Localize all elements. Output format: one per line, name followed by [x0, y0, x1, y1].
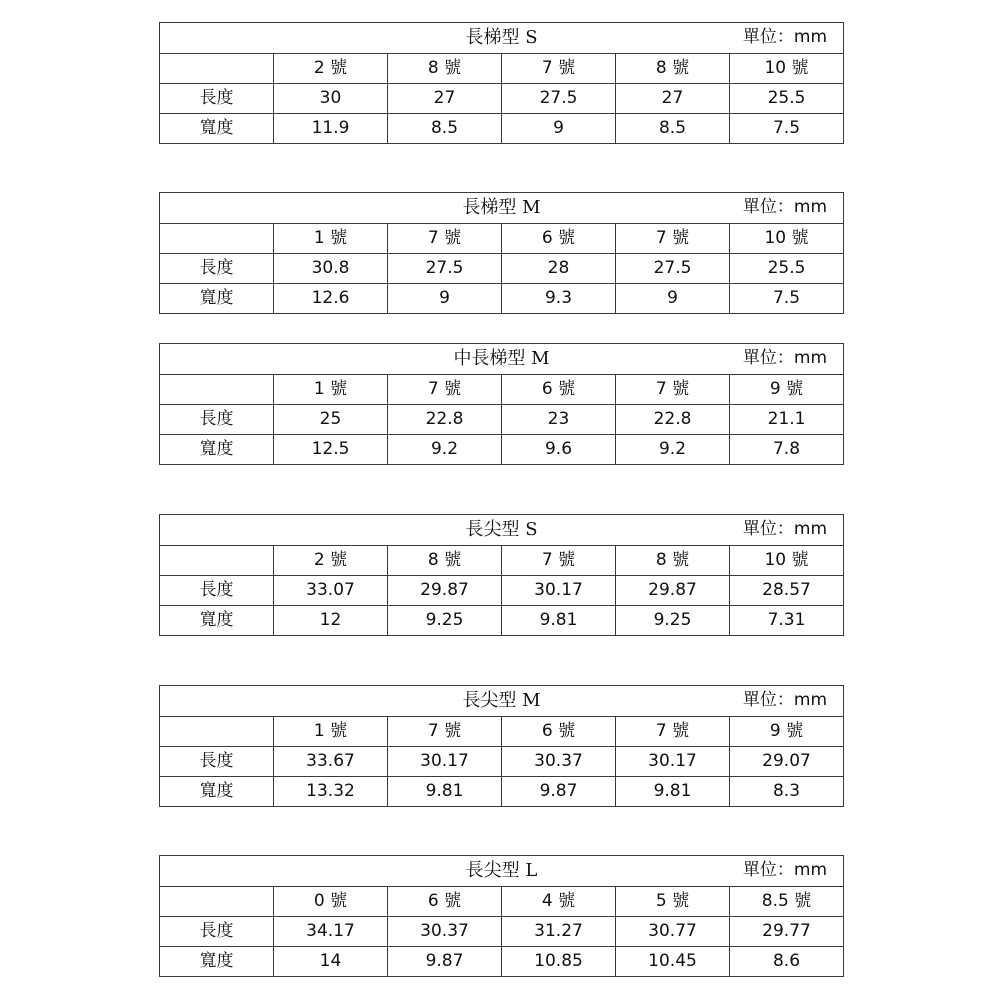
- size-header: 8 號: [388, 54, 502, 84]
- value-cell: 9.81: [388, 777, 502, 807]
- value-cell: 22.8: [616, 405, 730, 435]
- value-cell: 12: [274, 606, 388, 636]
- unit-label: 單位：mm: [742, 519, 828, 539]
- size-header: 7 號: [502, 546, 616, 576]
- table-row: [160, 917, 844, 947]
- table-row: [160, 284, 844, 314]
- size-header: 8 號: [616, 546, 730, 576]
- value-cell: 21.1: [730, 405, 844, 435]
- value-cell: 9.87: [502, 777, 616, 807]
- row-label: 寬度: [160, 947, 274, 977]
- value-cell: 9.2: [616, 435, 730, 465]
- value-cell: 27: [616, 84, 730, 114]
- size-table-long-ladder-m: [159, 192, 844, 314]
- table-row: [160, 606, 844, 636]
- row-label: 長度: [160, 84, 274, 114]
- value-cell: 7.5: [730, 114, 844, 144]
- value-cell: 30.8: [274, 254, 388, 284]
- table-title: 長梯型 M: [462, 197, 541, 218]
- table-title: 長尖型 S: [465, 519, 538, 540]
- unit-label: 單位：mm: [742, 27, 828, 47]
- unit-label: 單位：mm: [742, 690, 828, 710]
- table-title-row: [160, 686, 844, 717]
- unit-label: 單位：mm: [742, 197, 828, 217]
- value-cell: 30.17: [502, 576, 616, 606]
- unit-label: 單位：mm: [742, 348, 828, 368]
- table-title-row: [160, 193, 844, 224]
- value-cell: 9.25: [616, 606, 730, 636]
- value-cell: 7.8: [730, 435, 844, 465]
- row-label: 寬度: [160, 606, 274, 636]
- table-title: 長尖型 M: [462, 690, 541, 711]
- size-header: 7 號: [616, 224, 730, 254]
- value-cell: 27.5: [502, 84, 616, 114]
- row-label: 長度: [160, 405, 274, 435]
- size-header: 9 號: [730, 375, 844, 405]
- value-cell: 8.5: [388, 114, 502, 144]
- value-cell: 9: [388, 284, 502, 314]
- row-label: 長度: [160, 747, 274, 777]
- value-cell: 9.81: [616, 777, 730, 807]
- value-cell: 30: [274, 84, 388, 114]
- table-row: [160, 435, 844, 465]
- size-header-row: [160, 224, 844, 254]
- value-cell: 34.17: [274, 917, 388, 947]
- value-cell: 13.32: [274, 777, 388, 807]
- value-cell: 9.3: [502, 284, 616, 314]
- value-cell: 23: [502, 405, 616, 435]
- value-cell: 12.5: [274, 435, 388, 465]
- table-title: 長梯型 S: [465, 27, 538, 48]
- size-header-row: [160, 375, 844, 405]
- size-header-row: [160, 546, 844, 576]
- table-title-row: [160, 856, 844, 887]
- value-cell: 11.9: [274, 114, 388, 144]
- table-title-cell: [160, 686, 844, 717]
- row-label: 寬度: [160, 284, 274, 314]
- value-cell: 30.37: [502, 747, 616, 777]
- row-label: 長度: [160, 254, 274, 284]
- table-row: [160, 777, 844, 807]
- size-header: 2 號: [274, 546, 388, 576]
- table-title-row: [160, 344, 844, 375]
- value-cell: 29.07: [730, 747, 844, 777]
- table-row: [160, 84, 844, 114]
- empty-corner-cell: [160, 375, 274, 405]
- table-row: [160, 947, 844, 977]
- size-header: 10 號: [730, 546, 844, 576]
- value-cell: 10.45: [616, 947, 730, 977]
- value-cell: 8.6: [730, 947, 844, 977]
- value-cell: 29.87: [388, 576, 502, 606]
- size-header: 1 號: [274, 717, 388, 747]
- value-cell: 8.3: [730, 777, 844, 807]
- value-cell: 25.5: [730, 84, 844, 114]
- size-header-row: [160, 717, 844, 747]
- row-label: 長度: [160, 576, 274, 606]
- value-cell: 33.67: [274, 747, 388, 777]
- value-cell: 31.27: [502, 917, 616, 947]
- size-header: 8 號: [388, 546, 502, 576]
- value-cell: 9.25: [388, 606, 502, 636]
- table-row: [160, 114, 844, 144]
- size-header-row: [160, 887, 844, 917]
- size-header: 6 號: [502, 375, 616, 405]
- table-title-cell: [160, 23, 844, 54]
- size-table-long-pointed-l: [159, 855, 844, 977]
- value-cell: 25: [274, 405, 388, 435]
- value-cell: 29.77: [730, 917, 844, 947]
- row-label: 寬度: [160, 114, 274, 144]
- size-header-row: [160, 54, 844, 84]
- value-cell: 7.5: [730, 284, 844, 314]
- table-title-row: [160, 515, 844, 546]
- size-header: 6 號: [502, 224, 616, 254]
- value-cell: 29.87: [616, 576, 730, 606]
- value-cell: 22.8: [388, 405, 502, 435]
- size-header: 2 號: [274, 54, 388, 84]
- empty-corner-cell: [160, 224, 274, 254]
- table-title-cell: [160, 856, 844, 887]
- size-header: 6 號: [388, 887, 502, 917]
- table-title: 長尖型 L: [465, 860, 538, 881]
- size-header: 8.5 號: [730, 887, 844, 917]
- size-header: 4 號: [502, 887, 616, 917]
- value-cell: 33.07: [274, 576, 388, 606]
- table-row: [160, 747, 844, 777]
- empty-corner-cell: [160, 887, 274, 917]
- size-header: 7 號: [616, 375, 730, 405]
- value-cell: 9.6: [502, 435, 616, 465]
- size-header: 0 號: [274, 887, 388, 917]
- size-header: 9 號: [730, 717, 844, 747]
- table-row: [160, 576, 844, 606]
- size-header: 6 號: [502, 717, 616, 747]
- empty-corner-cell: [160, 546, 274, 576]
- value-cell: 9.81: [502, 606, 616, 636]
- value-cell: 9: [616, 284, 730, 314]
- table-row: [160, 405, 844, 435]
- row-label: 寬度: [160, 777, 274, 807]
- size-header: 10 號: [730, 54, 844, 84]
- value-cell: 30.17: [616, 747, 730, 777]
- value-cell: 28: [502, 254, 616, 284]
- size-header: 8 號: [616, 54, 730, 84]
- size-header: 7 號: [388, 717, 502, 747]
- value-cell: 28.57: [730, 576, 844, 606]
- value-cell: 30.77: [616, 917, 730, 947]
- value-cell: 27.5: [388, 254, 502, 284]
- value-cell: 27.5: [616, 254, 730, 284]
- table-title-cell: [160, 515, 844, 546]
- value-cell: 7.31: [730, 606, 844, 636]
- value-cell: 30.37: [388, 917, 502, 947]
- value-cell: 14: [274, 947, 388, 977]
- unit-label: 單位：mm: [742, 860, 828, 880]
- size-header: 7 號: [616, 717, 730, 747]
- row-label: 長度: [160, 917, 274, 947]
- table-title-cell: [160, 193, 844, 224]
- size-header: 10 號: [730, 224, 844, 254]
- value-cell: 30.17: [388, 747, 502, 777]
- table-title-row: [160, 23, 844, 54]
- size-table-long-pointed-s: [159, 514, 844, 636]
- value-cell: 27: [388, 84, 502, 114]
- size-table-long-pointed-m: [159, 685, 844, 807]
- value-cell: 9: [502, 114, 616, 144]
- table-title: 中長梯型 M: [453, 348, 550, 369]
- table-row: [160, 254, 844, 284]
- value-cell: 12.6: [274, 284, 388, 314]
- empty-corner-cell: [160, 717, 274, 747]
- size-header: 7 號: [502, 54, 616, 84]
- value-cell: 10.85: [502, 947, 616, 977]
- size-header: 5 號: [616, 887, 730, 917]
- row-label: 寬度: [160, 435, 274, 465]
- empty-corner-cell: [160, 54, 274, 84]
- size-table-mid-long-ladder-m: [159, 343, 844, 465]
- size-header: 7 號: [388, 224, 502, 254]
- value-cell: 8.5: [616, 114, 730, 144]
- size-header: 1 號: [274, 224, 388, 254]
- value-cell: 9.87: [388, 947, 502, 977]
- size-header: 7 號: [388, 375, 502, 405]
- value-cell: 25.5: [730, 254, 844, 284]
- table-title-cell: [160, 344, 844, 375]
- size-table-long-ladder-s: [159, 22, 844, 144]
- size-header: 1 號: [274, 375, 388, 405]
- value-cell: 9.2: [388, 435, 502, 465]
